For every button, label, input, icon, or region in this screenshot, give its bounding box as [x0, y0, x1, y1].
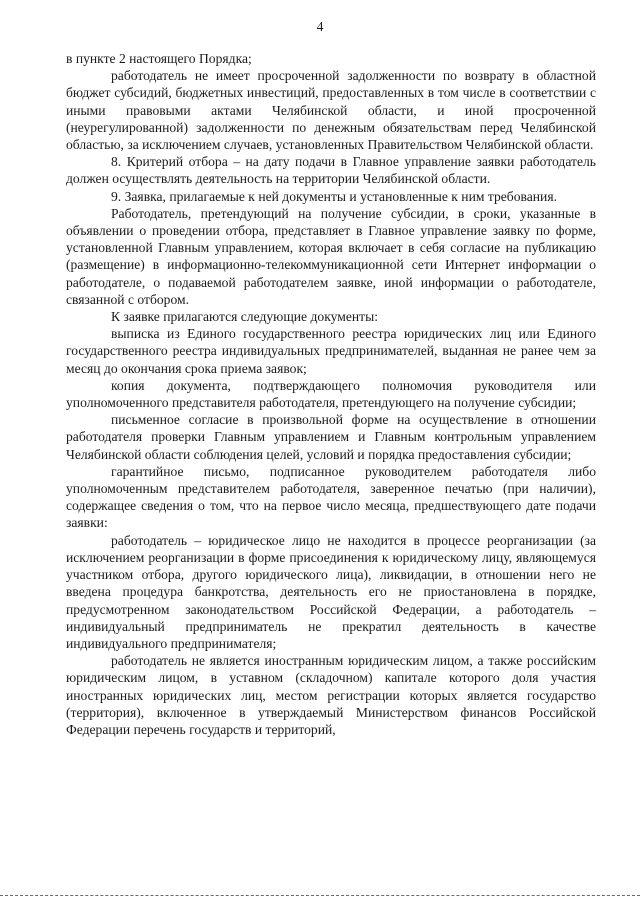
paragraph: работодатель – юридическое лицо не находится в процессе реорганизации (за исключением реорганизации в форме присоединения к юридическому лицу, являющемуся участником отбора, другого юридического лица), ликвидации, в отношении него не введена процедура банкротства, деятельность его не приостановлена в порядке, предусмотренном законодательством Российской Федерации, а работодатель – индивидуальный предприниматель не прекратил деятельность в качестве индивидуального предпринимателя;	[66, 532, 596, 651]
paragraph: Работодатель, претендующий на получение субсидии, в сроки, указанные в объявлении о проведении отбора, представляет в Главное управление заявку по форме, установленной Главным управлением, которая включает в себя согласие на публикацию (размещение) в информационно-телекоммуникационной сети Интернет информации о работодателе, о подаваемой работодателем заявке, иной информации о работодателе, связанной с отбором.	[66, 205, 596, 307]
page-number: 4	[316, 19, 324, 34]
paragraph: гарантийное письмо, подписанное руководителем работодателя либо уполномоченным представителем работодателя, заверенное печатью (при наличии), содержащее сведения о том, что на первое число месяца, предшествующего дате подачи заявки:	[66, 463, 596, 531]
page-bottom-edge	[0, 895, 640, 896]
paragraph: в пункте 2 настоящего Порядка;	[66, 51, 252, 66]
body-text	[66, 50, 596, 738]
paragraph: письменное согласие в произвольной форме на осуществление в отношении работодателя проверки Главным управлением и Главным контрольным управлением Челябинской области соблюдения целей, условий и порядка предоставления субсидии;	[66, 412, 596, 462]
paragraph: работодатель не является иностранным юридическим лицом, а также российским юридическим лицом, в уставном (складочном) капитале которого доля участия иностранных юридических лиц, местом регистрации которых является государство (территория), включенное в утверждаемый Министерством финансов Российской Федерации перечень государств и территорий,	[66, 653, 596, 737]
paragraph: К заявке прилагаются следующие документы:	[111, 309, 378, 325]
paragraph: работодатель не имеет просроченной задолженности по возврату в областной бюджет субсидий, бюджетных инвестиций, предоставленных в том числе в соответствии с иными правовыми актами Челябинской области, и иной просроченной (неурегулированной) задолженности по денежным обязательствам перед Челябинской областью, за исключением случаев, установленных Правительством Челябинской области.	[66, 68, 596, 153]
paragraph: 9. Заявка, прилагаемые к ней документы и установленные к ним требования.	[111, 188, 557, 204]
paragraph: копия документа, подтверждающего полномочия руководителя или уполномоченного представителя работодателя, претендующего на получение субсидии;	[66, 377, 596, 411]
paragraph: выписка из Единого государственного реестра юридических лиц или Единого государственного реестра индивидуальных предпринимателей, выданная не ранее чем за месяц до окончания срока приема заявок;	[66, 326, 596, 376]
paragraph: 8. Критерий отбора – на дату подачи в Главное управление заявки работодатель должен осуществлять деятельность на территории Челябинской области.	[66, 154, 596, 187]
